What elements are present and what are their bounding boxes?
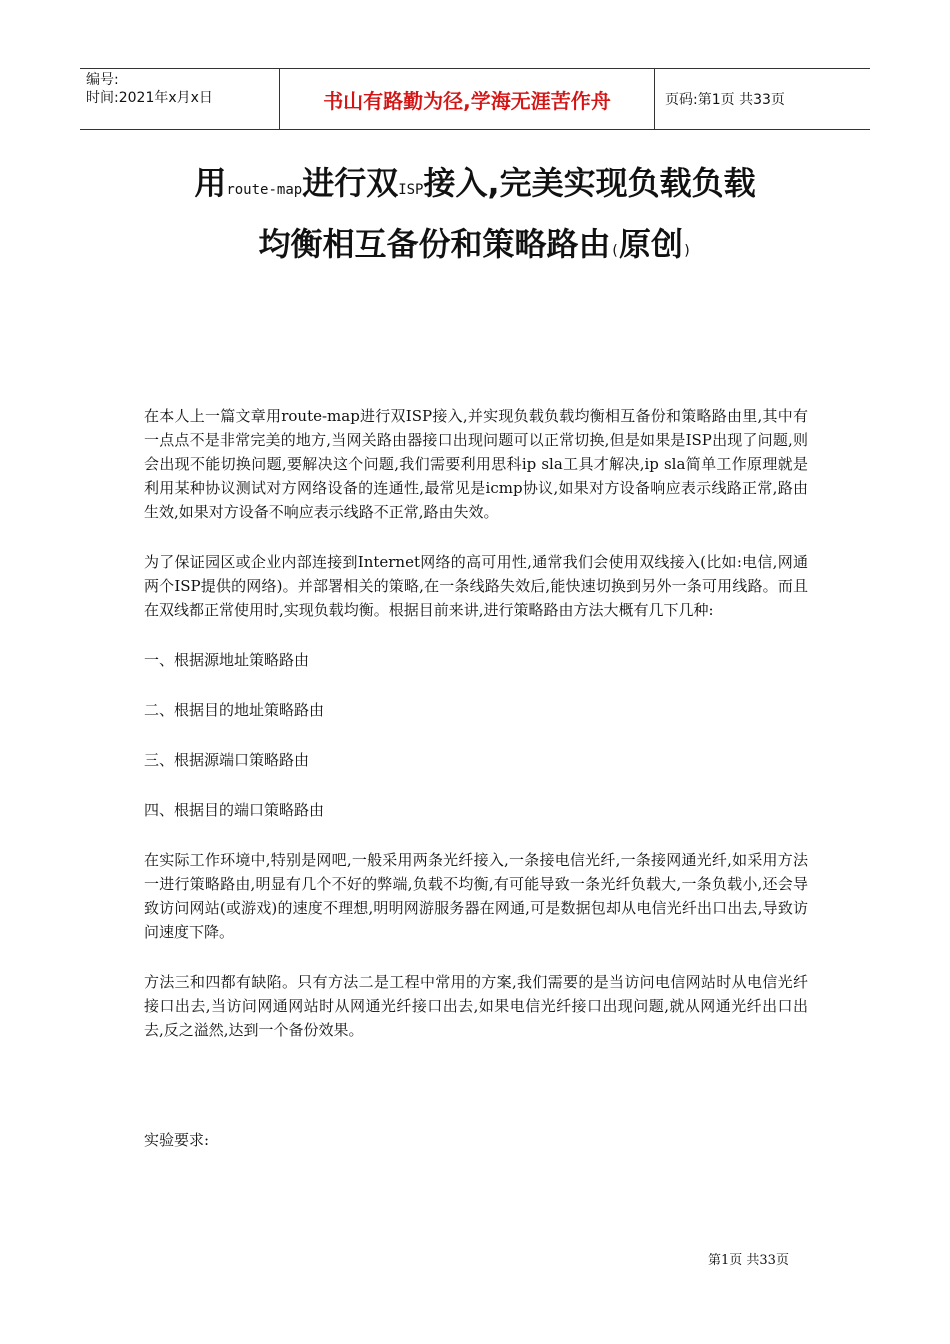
title-text: 均衡相互备份和策略路由 bbox=[258, 225, 611, 263]
body-paragraph: 方法三和四都有缺陷。只有方法二是工程中常用的方案,我们需要的是当访问电信网站时从电信光纤接口出去,当访问网通网站时从网通光纤接口出去,如果电信光纤接口出现问题,就从网通光纤出口出去,反之溢然,达到一个备份效果。 bbox=[144, 973, 808, 1039]
header-page-info: 页码:第1页 共33页 bbox=[665, 92, 785, 108]
number-label: 编号: bbox=[86, 72, 119, 88]
header-motto: 书山有路勤为径,学海无涯苦作舟 bbox=[280, 69, 655, 129]
list-item: 三、根据源端口策略路由 bbox=[144, 751, 310, 769]
title-text: 进行双 bbox=[302, 164, 399, 202]
title-text: ( bbox=[610, 243, 619, 259]
list-item: 二、根据目的地址策略路由 bbox=[144, 701, 325, 719]
requirements-label: 实验要求: bbox=[144, 1131, 210, 1149]
header-meta bbox=[80, 69, 280, 129]
title-text: ) bbox=[683, 243, 692, 259]
body-paragraph: 为了保证园区或企业内部连接到Internet网络的高可用性,通常我们会使用双线接入(比如:电信,网通两个ISP提供的网络)。并部署相关的策略,在一条线路失效后,能快速切换到另外一条可用线路。而且在双线都正常使用时,实现负载均衡。根据目前来讲,进行策略路由方法大概有几下几种: bbox=[144, 553, 808, 619]
title-line-1 bbox=[80, 156, 870, 217]
page-footer: 第1页 共33页 bbox=[708, 1253, 789, 1268]
title-text: 原创 bbox=[619, 225, 684, 263]
body-paragraph: 在本人上一篇文章用route-map进行双ISP接入,并实现负载负载均衡相互备份和策略路由里,其中有一点点不是非常完美的地方,当网关路由器接口出现问题可以正常切换,但是如果是ISP出现了问题,则会出现不能切换问题,要解决这个问题,我们需要利用思科ip sla工具才解决,ip sla简单工作原理就是利用某种协议测试对方网络设备的连通性,最常见是icmp协议,如果对方设备响应表示线路正常,路由生效,如果对方设备不响应表示线路不正常,路由失效。 bbox=[144, 407, 808, 521]
title-text: 接入,完美实现负载负载 bbox=[423, 164, 756, 202]
document-title bbox=[80, 156, 870, 278]
title-text: 用 bbox=[194, 164, 227, 202]
time-label: 时间:2021年x月x日 bbox=[86, 90, 213, 106]
body-paragraph: 在实际工作环境中,特别是网吧,一般采用两条光纤接入,一条接电信光纤,一条接网通光纤,如采用方法一进行策略路由,明显有几个不好的弊端,负载不均衡,有可能导致一条光纤负载大,一条负载小,还会导致访问网站(或游戏)的速度不理想,明明网游服务器在网通,可是数据包却从电信光纤出口出去,导致访问速度下降。 bbox=[144, 851, 808, 941]
list-item: 一、根据源地址策略路由 bbox=[144, 651, 310, 669]
title-line-2 bbox=[80, 217, 870, 278]
title-text: ISP bbox=[398, 182, 424, 198]
title-text: route-map bbox=[226, 182, 303, 198]
list-item: 四、根据目的端口策略路由 bbox=[144, 801, 325, 819]
page-header bbox=[80, 68, 870, 130]
document-body bbox=[144, 404, 808, 1178]
